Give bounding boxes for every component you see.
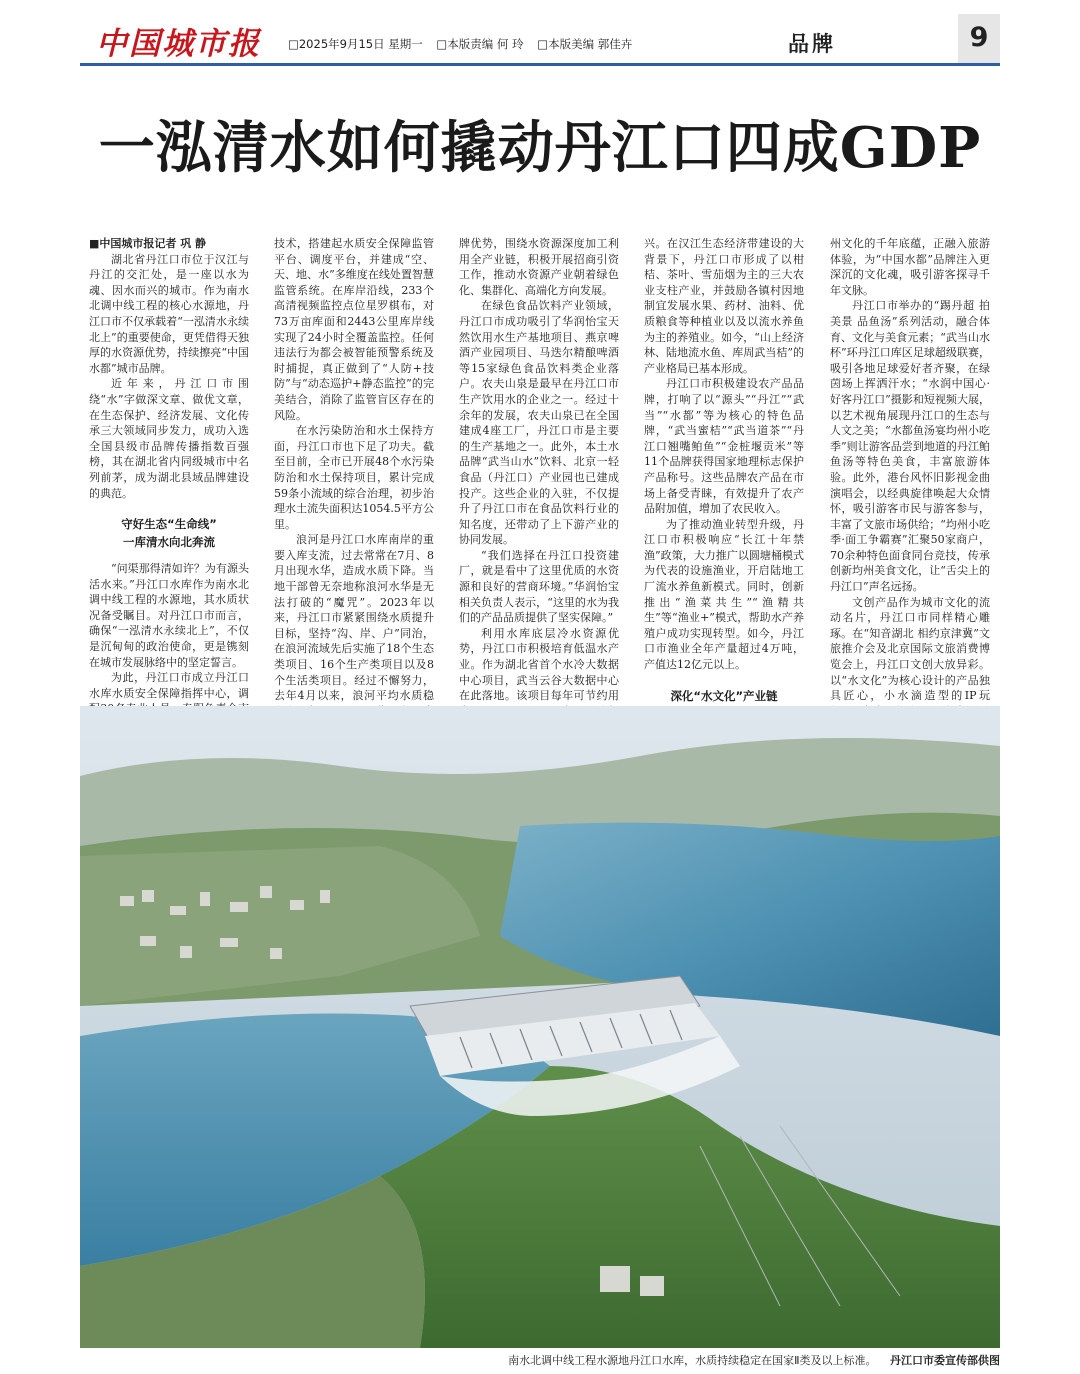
paragraph: 利用水库底层冷水资源优势，丹江口市积极培育低温水产业。作为湖北省首个水冷大数据中心项目，武当云谷大数据中心在此落地。该项目每年可节约用 — [459, 626, 619, 703]
page-designer: □本版美编 郭佳卉 — [537, 37, 633, 51]
paragraph: “我们选择在丹江口投资建厂，就是看中了这里优质的水资源和良好的营商环境。”华润怡宝相关负责人表示，“这里的水为我们的产品品质提供了坚实保障。” — [459, 548, 619, 625]
paragraph: 在水污染防治和水土保持方面，丹江口市也下足了功夫。截至目前，全市已开展48个水污染防治和水土保持项目，累计完成59条小流域的综合治理，初步治理水土流失面积达1054.5平方公里。 — [274, 424, 434, 531]
paragraph: 近年来，丹江口市围绕“水”字做深文章、做优文章，在生态保护、经济发展、文化传承三大领域同步发力，成功入选全国县级市品牌传播指数百强榜，其在湖北省内同级城市中名列前茅，成为湖北县域品牌建设的典范。 — [89, 377, 249, 500]
article-column-3 — [459, 236, 619, 706]
paragraph: 州文化的千年底蕴，正融入旅游体验，为“中国水都”品牌注入更深沉的文化魂，吸引游客探寻千年文脉。 — [830, 237, 990, 297]
page-number: 9 — [958, 14, 1000, 66]
paragraph: 为了推动渔业转型升级，丹江口市积极响应“长江十年禁渔”政策，大力推广以圆塘桶模式为代表的设施渔业，开启陆地工厂流水养鱼新模式。同时，创新推出“渔菜共生”“渔精共生”等“渔业+”模式，帮助水产养殖户成功实现转型。如今，丹江口市渔业全年产量超过4万吨，产值达12亿元以上。 — [644, 517, 804, 672]
paragraph: 浪河是丹江口水库南岸的重要入库支流，过去常常在7月、8月出现水华，造成水质下降。当地干部曾无奈地称浪河水华是无法打破的“魔咒”。2023年以来，丹江口市紧紧围绕水质提升目标，坚持“沟、岸、户”同治，在浪河流域先后实施了18个生态类项目、16个生产类项目以及8个生活类项目。经过不懈努力，去年4月以来，浪河平均水质稳 — [274, 533, 434, 703]
issue-meta — [288, 36, 642, 52]
caption-text: 南水北调中线工程水源地丹江口水库，水质持续稳定在国家Ⅱ类及以上标准。 — [508, 1354, 877, 1367]
paragraph: 在绿色食品饮料产业领域，丹江口市成功吸引了华润怡宝天然饮用水生产基地项目、燕京啤酒产业园项目、马迭尔精酿啤酒等15家绿色食品饮料类企业落户。农夫山泉是最早在丹江口市生产饮用水的企业之一。经过十余年的发展，农夫山泉已在全国建成4座工厂，丹江口市是主要的生产基地之一。此外，本土水品牌“武当山水”饮料、北京一轻食品（丹江口）产业园也已建成投产。这些企业的入驻，不仅提升了丹江口市在食品饮料行业的知名度，还带动了上下游产业的协同发展。 — [459, 299, 619, 547]
subheading-line: 深化“水文化”产业链 — [670, 688, 778, 703]
subheading-line: 守好生态“生命线” — [121, 517, 217, 532]
subheading-line: 一库清水向北奔流 — [123, 535, 215, 550]
paragraph: 牌优势，围绕水资源深度加工利用全产业链，积极开展招商引资工作，推动水资源产业朝着绿色化、集群化、高端化方向发展。 — [459, 237, 619, 297]
article-column-1 — [89, 236, 249, 706]
dam-aerial-photo — [80, 706, 1000, 1348]
page-editor: □本版责编 何 玲 — [436, 37, 524, 51]
paragraph: “问渠那得清如许？为有源头活水来。”丹江口水库作为南水北调中线工程的水源地，其水质状况备受瞩目。对丹江口市而言，确保“一泓清水永续北上”，不仅是沉甸甸的政治使命，更是镌刻在城市发展脉络中的坚定誓言。 — [89, 562, 249, 669]
paragraph: 技术，搭建起水质安全保障监管平台、调度平台，并建成“空、天、地、水”多维度在线处置智慧监管系统。在库岸沿线，233个高清视频监控点位星罗棋布，对73万亩库面和2443公里库岸线实现了24小时全覆盖监控。任何违法行为都会被智能预警系统及时捕捉，真正做到了“人防+技防”与“动态巡护+静态监控”的完美结合，消除了监管盲区存在的风险。 — [274, 237, 434, 422]
article-column-2 — [274, 236, 434, 706]
paragraph: 文创产品作为城市文化的流动名片，丹江口市同样精心雕琢。在“知音湖北 相约京津冀”文旅推介会及北京国际文旅消费博览会上，丹江口文创大放异彩。以“水文化”为核心设计的产品独具匠心，小水滴造型的IP玩 — [830, 595, 990, 703]
paragraph: 为此，丹江口市成立丹江口水库水质安全保障指挥中心，调 — [89, 671, 249, 700]
byline: ■中国城市报记者 巩 静 — [89, 237, 207, 250]
paragraph: 湖北省丹江口市位于汉江与丹江的交汇处，是一座以水为魂、因水而兴的城市。作为南水北调中线工程的核心水源地，丹江口市不仅承载着“一泓清水永续北上”的重要使命，更凭借得天独厚的水资源优势，持续擦亮“中国水都”城市品牌。 — [89, 252, 249, 375]
photo-credit: 丹江口市委宣传部供图 — [890, 1354, 1000, 1367]
issue-date: □2025年9月15日 星期一 — [288, 37, 423, 51]
masthead-rule — [80, 63, 1000, 66]
paragraph: 丹江口市举办的“踢丹超 拍美景 品鱼汤”系列活动，融合体育、文化与美食元素；“武当山水杯”环丹江口库区足球超级联赛，吸引各地足球爱好者齐聚，在绿茵场上挥洒汗水；“水润中国心·好客丹江口”摄影和短视频大展，以艺术视角展现丹江口的生态与人文之美；“水都鱼汤宴均州小吃季”则让游客品尝到地道的丹江鲌鱼汤等特色美食，丰富旅游体验。此外，港台风怀旧影视金曲演唱会，以经典旋律唤起大众情怀，吸引游客市民与游客参与，丰富了文旅市场供给；“均州小吃季·面工争霸赛”汇聚50家商户，70余种特色面食同台竞技，传承创新均州美食文化，让“舌尖上的丹江口”声名远扬。 — [830, 299, 990, 594]
paragraph: 丹江口市积极建设农产品品牌，打响了以“源头”“丹江”“武当”“水都”等为核心的特色品牌，“武当蜜桔”“武当道茶”“丹江口翘嘴鲌鱼”“金桩堰贡米”等11个品牌获得国家地理标志保护产品称号。这些品牌农产品在市场上备受青睐，有效提升了农产品附加值，增加了农民收入。 — [644, 377, 804, 516]
headline: 一泓清水如何撬动丹江口四成GDP — [98, 115, 982, 181]
photo-caption — [80, 1352, 1000, 1368]
article-column-4 — [644, 236, 804, 706]
section-name: 品牌 — [788, 32, 836, 56]
masthead — [80, 14, 1000, 64]
dam-illustration — [80, 706, 1000, 1348]
paragraph: 兴。在汉江生态经济带建设的大背景下，丹江口市形成了以柑桔、茶叶、雪茄烟为主的三大农业支柱产业，并鼓励各镇村因地制宜发展水果、药材、油料、优质粮食等种植业以及以流水养鱼为主的养殖业。如今，“山上经济林、陆地流水鱼、库周武当桔”的产业格局已基本形成。 — [644, 237, 804, 375]
subheading — [89, 515, 249, 551]
newspaper-logo: 中国城市报 — [96, 26, 261, 62]
article-column-5 — [830, 236, 990, 706]
